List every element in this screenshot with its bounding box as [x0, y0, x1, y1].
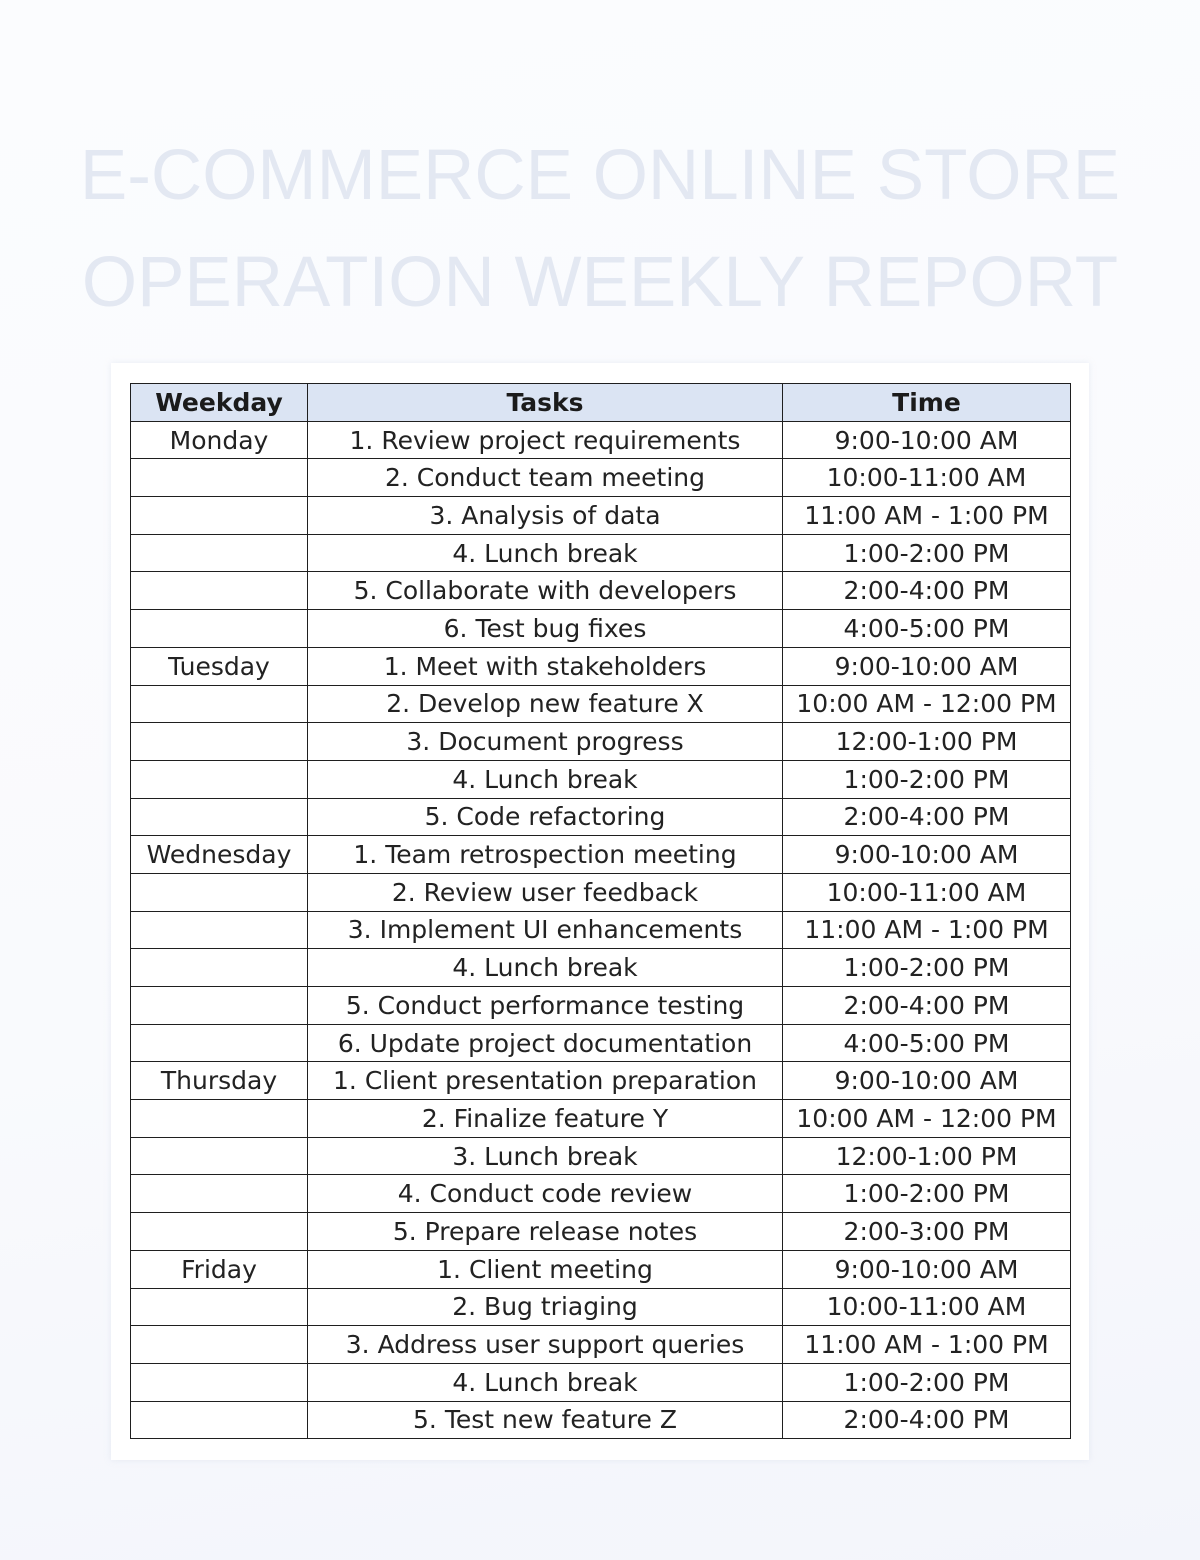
table-row [131, 836, 1071, 874]
task-cell: 5. Code refactoring [308, 798, 783, 836]
time-cell: 11:00 AM - 1:00 PM [783, 1326, 1071, 1364]
time-cell: 10:00-11:00 AM [783, 873, 1071, 911]
page-title-line-2: OPERATION WEEKLY REPORT [81, 243, 1119, 322]
weekday-cell [131, 1363, 308, 1401]
weekday-cell: Monday [131, 421, 308, 459]
task-cell: 3. Address user support queries [308, 1326, 783, 1364]
task-cell: 1. Review project requirements [308, 421, 783, 459]
weekday-cell [131, 1213, 308, 1251]
time-cell: 10:00-11:00 AM [783, 459, 1071, 497]
task-cell: 4. Lunch break [308, 949, 783, 987]
header-tasks: Tasks [308, 384, 783, 422]
table-row [131, 1363, 1071, 1401]
task-cell: 4. Conduct code review [308, 1175, 783, 1213]
time-cell: 9:00-10:00 AM [783, 1250, 1071, 1288]
table-row [131, 1288, 1071, 1326]
table-row [131, 610, 1071, 648]
header-time: Time [783, 384, 1071, 422]
time-cell: 9:00-10:00 AM [783, 1062, 1071, 1100]
table-row [131, 1401, 1071, 1439]
weekday-cell [131, 1401, 308, 1439]
task-cell: 3. Document progress [308, 723, 783, 761]
time-cell: 2:00-4:00 PM [783, 572, 1071, 610]
weekday-cell: Wednesday [131, 836, 308, 874]
weekday-cell [131, 949, 308, 987]
table-row [131, 987, 1071, 1025]
table-row [131, 1062, 1071, 1100]
task-cell: 1. Team retrospection meeting [308, 836, 783, 874]
time-cell: 10:00 AM - 12:00 PM [783, 685, 1071, 723]
table-row [131, 1100, 1071, 1138]
time-cell: 2:00-4:00 PM [783, 798, 1071, 836]
weekday-cell [131, 534, 308, 572]
weekday-cell [131, 798, 308, 836]
table-row [131, 1326, 1071, 1364]
weekday-cell: Tuesday [131, 647, 308, 685]
weekday-cell [131, 760, 308, 798]
weekday-cell [131, 1288, 308, 1326]
task-cell: 3. Lunch break [308, 1137, 783, 1175]
weekday-cell [131, 685, 308, 723]
time-cell: 1:00-2:00 PM [783, 949, 1071, 987]
task-cell: 1. Client meeting [308, 1250, 783, 1288]
table-header-row [131, 384, 1071, 422]
time-cell: 2:00-3:00 PM [783, 1213, 1071, 1251]
task-cell: 1. Meet with stakeholders [308, 647, 783, 685]
weekday-cell [131, 610, 308, 648]
table-row [131, 647, 1071, 685]
time-cell: 2:00-4:00 PM [783, 987, 1071, 1025]
task-cell: 2. Finalize feature Y [308, 1100, 783, 1138]
task-cell: 2. Develop new feature X [308, 685, 783, 723]
time-cell: 11:00 AM - 1:00 PM [783, 497, 1071, 535]
table-row [131, 1024, 1071, 1062]
time-cell: 4:00-5:00 PM [783, 610, 1071, 648]
weekly-schedule-table [130, 383, 1071, 1439]
table-row [131, 1175, 1071, 1213]
task-cell: 5. Conduct performance testing [308, 987, 783, 1025]
table-row [131, 798, 1071, 836]
weekday-cell [131, 459, 308, 497]
time-cell: 4:00-5:00 PM [783, 1024, 1071, 1062]
table-row [131, 497, 1071, 535]
page-title-line-1: E-COMMERCE ONLINE STORE [79, 136, 1121, 215]
task-cell: 5. Prepare release notes [308, 1213, 783, 1251]
task-cell: 5. Collaborate with developers [308, 572, 783, 610]
weekday-cell [131, 572, 308, 610]
weekday-cell [131, 497, 308, 535]
time-cell: 1:00-2:00 PM [783, 1363, 1071, 1401]
table-row [131, 534, 1071, 572]
table-row [131, 760, 1071, 798]
table-row [131, 949, 1071, 987]
page-title [0, 122, 1200, 336]
time-cell: 9:00-10:00 AM [783, 836, 1071, 874]
time-cell: 10:00 AM - 12:00 PM [783, 1100, 1071, 1138]
time-cell: 12:00-1:00 PM [783, 1137, 1071, 1175]
table-row [131, 1137, 1071, 1175]
table-row [131, 685, 1071, 723]
table-row [131, 459, 1071, 497]
table-row [131, 421, 1071, 459]
weekday-cell: Thursday [131, 1062, 308, 1100]
weekday-cell [131, 911, 308, 949]
weekday-cell [131, 723, 308, 761]
task-cell: 5. Test new feature Z [308, 1401, 783, 1439]
task-cell: 2. Review user feedback [308, 873, 783, 911]
weekday-cell: Friday [131, 1250, 308, 1288]
task-cell: 6. Test bug fixes [308, 610, 783, 648]
time-cell: 1:00-2:00 PM [783, 1175, 1071, 1213]
weekday-cell [131, 987, 308, 1025]
table-row [131, 911, 1071, 949]
task-cell: 6. Update project documentation [308, 1024, 783, 1062]
task-cell: 2. Bug triaging [308, 1288, 783, 1326]
weekday-cell [131, 1100, 308, 1138]
table-row [131, 1213, 1071, 1251]
header-weekday: Weekday [131, 384, 308, 422]
time-cell: 1:00-2:00 PM [783, 534, 1071, 572]
task-cell: 4. Lunch break [308, 1363, 783, 1401]
time-cell: 9:00-10:00 AM [783, 421, 1071, 459]
weekday-cell [131, 1137, 308, 1175]
table-row [131, 572, 1071, 610]
time-cell: 12:00-1:00 PM [783, 723, 1071, 761]
time-cell: 2:00-4:00 PM [783, 1401, 1071, 1439]
task-cell: 3. Implement UI enhancements [308, 911, 783, 949]
task-cell: 4. Lunch break [308, 534, 783, 572]
weekday-cell [131, 1326, 308, 1364]
time-cell: 9:00-10:00 AM [783, 647, 1071, 685]
task-cell: 2. Conduct team meeting [308, 459, 783, 497]
time-cell: 1:00-2:00 PM [783, 760, 1071, 798]
task-cell: 1. Client presentation preparation [308, 1062, 783, 1100]
weekday-cell [131, 1024, 308, 1062]
time-cell: 10:00-11:00 AM [783, 1288, 1071, 1326]
table-row [131, 723, 1071, 761]
weekday-cell [131, 1175, 308, 1213]
time-cell: 11:00 AM - 1:00 PM [783, 911, 1071, 949]
task-cell: 4. Lunch break [308, 760, 783, 798]
table-row [131, 1250, 1071, 1288]
weekday-cell [131, 873, 308, 911]
task-cell: 3. Analysis of data [308, 497, 783, 535]
table-body [131, 421, 1071, 1439]
table-row [131, 873, 1071, 911]
